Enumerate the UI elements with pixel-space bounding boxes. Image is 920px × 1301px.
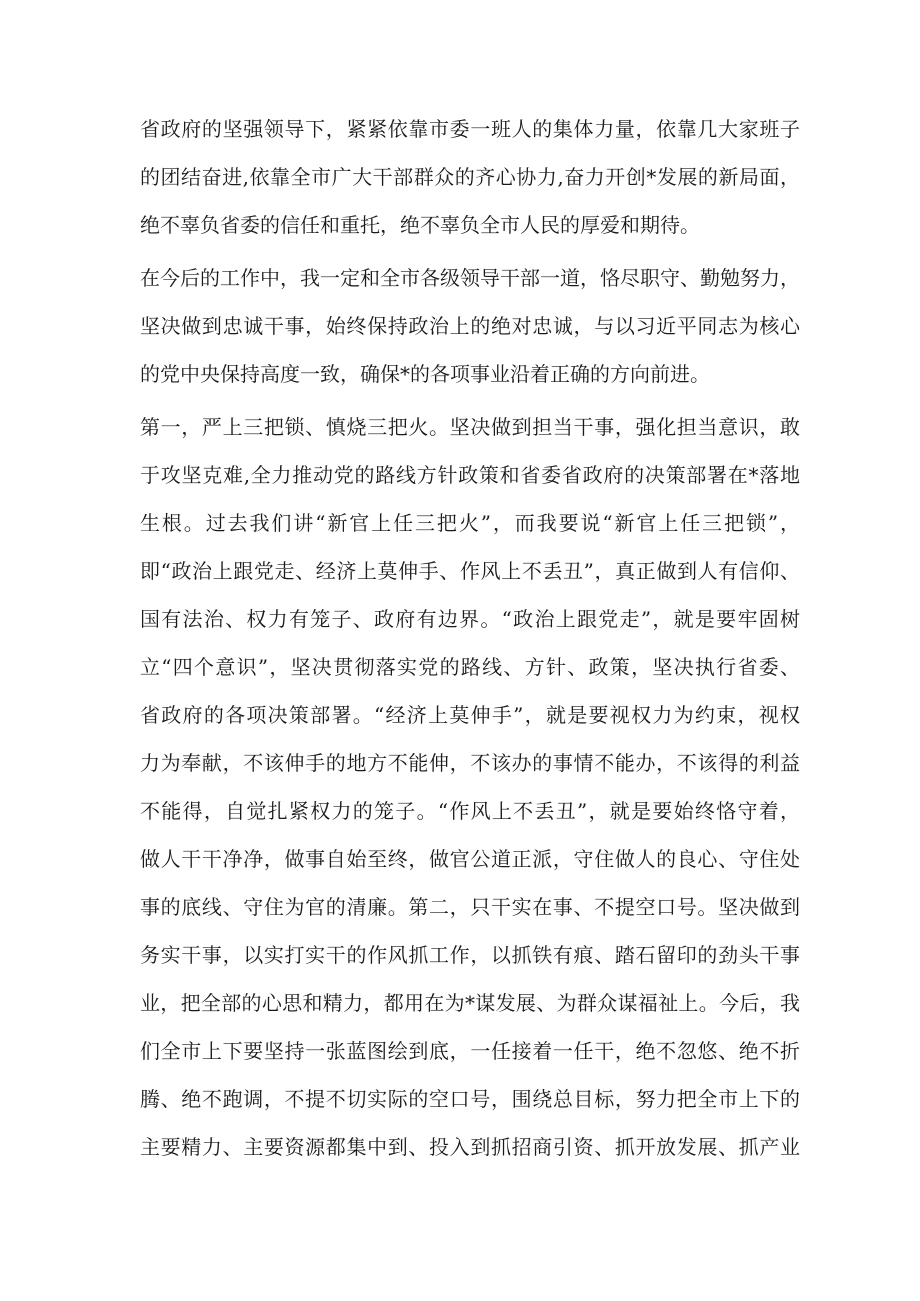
text-line: 主要精力、主要资源都集中到、投入到抓招商引资、抓开放发展、抓产业 <box>140 1135 800 1159</box>
text-line: 坚决做到忠诚干事，始终保持政治上的绝对忠诚，与以习近平同志为核心 <box>140 314 800 338</box>
text-line: 立“四个意识”，坚决贯彻落实党的路线、方针、政策，坚决执行省委、 <box>140 655 800 679</box>
text-line: 腾、绝不跑调，不提不切实际的空口号，围绕总目标，努力把全市上下的 <box>140 1087 800 1111</box>
text-line: 的团结奋进,依靠全市广大干部群众的齐心协力,奋力开创*发展的新局面， <box>140 165 800 189</box>
text-line: 国有法治、权力有笼子、政府有边界。“政治上跟党走”，就是要牢固树 <box>140 607 800 631</box>
text-line: 于攻坚克难,全力推动党的路线方针政策和省委省政府的决策部署在*落地 <box>140 463 800 487</box>
text-line: 做人干干净净，做事自始至终，做官公道正派，守住做人的良心、守住处 <box>140 847 800 871</box>
text-line: 事的底线、守住为官的清廉。第二，只干实在事、不提空口号。坚决做到 <box>140 895 800 919</box>
text-line: 力为奉献，不该伸手的地方不能伸，不该办的事情不能办，不该得的利益 <box>140 751 800 775</box>
text-line: 第一，严上三把锁、慎烧三把火。坚决做到担当干事，强化担当意识，敢 <box>140 415 800 439</box>
text-line: 省政府的各项决策部署。“经济上莫伸手”，就是要视权力为约束，视权 <box>140 703 800 727</box>
text-line: 即“政治上跟党走、经济上莫伸手、作风上不丢丑”，真正做到人有信仰、 <box>140 559 800 583</box>
text-line: 绝不辜负省委的信任和重托，绝不辜负全市人民的厚爱和期待。 <box>140 213 700 237</box>
text-line: 不能得，自觉扎紧权力的笼子。“作风上不丢丑”，就是要始终恪守着， <box>140 799 800 823</box>
text-line: 的党中央保持高度一致，确保*的各项事业沿着正确的方向前进。 <box>140 362 710 386</box>
text-line: 业，把全部的心思和精力，都用在为*谋发展、为群众谋福祉上。今后，我 <box>140 991 800 1015</box>
text-line: 在今后的工作中，我一定和全市各级领导干部一道，恪尽职守、勤勉努力， <box>140 266 800 290</box>
text-line: 省政府的坚强领导下，紧紧依靠市委一班人的集体力量，依靠几大家班子 <box>140 117 800 141</box>
text-line: 务实干事，以实打实干的作风抓工作，以抓铁有痕、踏石留印的劲头干事 <box>140 943 800 967</box>
text-line: 们全市上下要坚持一张蓝图绘到底，一任接着一任干，绝不忽悠、绝不折 <box>140 1039 800 1063</box>
text-line: 生根。过去我们讲“新官上任三把火”，而我要说“新官上任三把锁”， <box>140 511 800 535</box>
